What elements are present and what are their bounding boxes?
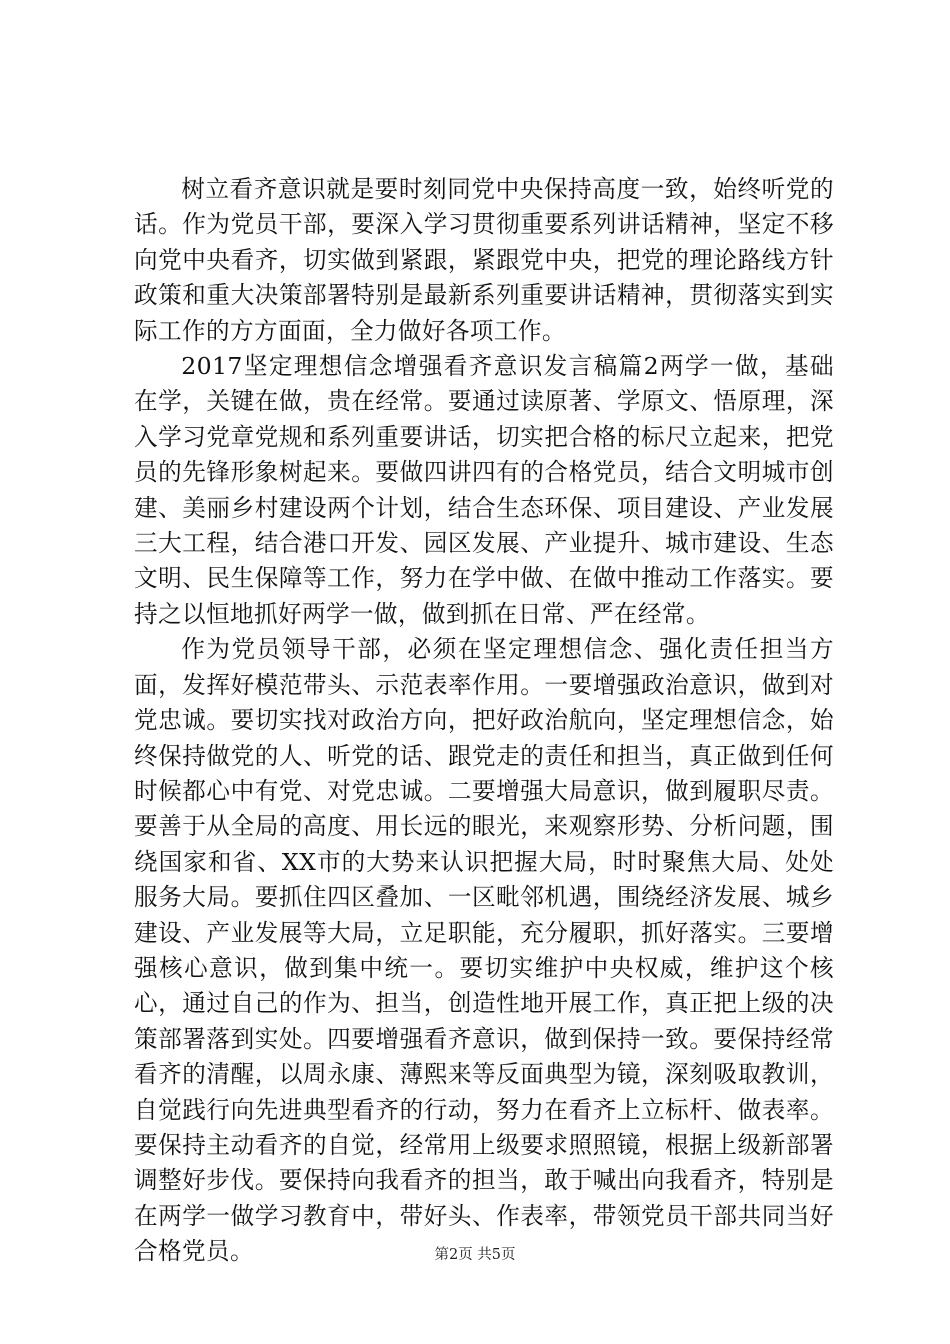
page-number-footer: 第2页 共5页 <box>434 1247 516 1263</box>
paragraph-1: 树立看齐意识就是要时刻同党中央保持高度一致，始终听党的话。作为党员干部，要深入学习贯彻重要系列讲话精神，坚定不移向党中央看齐，切实做到紧跟，紧跟党中央，把党的理论路线方针政策和重大决策部署特别是最新系列重要讲话精神，贯彻落实到实际工作的方方面面，全力做好各项工作。 <box>134 175 834 345</box>
document-body <box>134 172 834 1270</box>
paragraph-2: 2017坚定理想信念增强看齐意识发言稿篇2两学一做，基础在学，关键在做，贵在经常。要通过读原著、学原文、悟原理，深入学习党章党规和系列重要讲话，切实把合格的标尺立起来，把党员的先锋形象树起来。要做四讲四有的合格党员，结合文明城市创建、美丽乡村建设两个计划，结合生态环保、项目建设、产业发展三大工程，结合港口开发、园区发展、产业提升、城市建设、生态文明、民生保障等工作，努力在学中做、在做中推动工作落实。要持之以恒地抓好两学一做，做到抓在日常、严在经常。 <box>134 352 834 628</box>
paragraph-3: 作为党员领导干部，必须在坚定理想信念、强化责任担当方面，发挥好模范带头、示范表率作用。一要增强政治意识，做到对党忠诚。要切实找对政治方向，把好政治航向，坚定理想信念，始终保持做党的人、听党的话、跟党走的责任和担当，真正做到任何时候都心中有党、对党忠诚。二要增强大局意识，做到履职尽责。要善于从全局的高度、用长远的眼光，来观察形势、分析问题，围绕国家和省、XX市的大势来认识把握大局，时时聚焦大局、处处服务大局。要抓住四区叠加、一区毗邻机遇，围绕经济发展、城乡建设、产业发展等大局，立足职能，充分履职，抓好落实。三要增强核心意识，做到集中统一。要切实维护中央权威，维护这个核心，通过自己的作为、担当，创造性地开展工作，真正把上级的决策部署落到实处。四要增强看齐意识，做到保持一致。要保持经常看齐的清醒，以周永康、薄熙来等反面典型为镜，深刻吸取教训，自觉践行向先进典型看齐的行动，努力在看齐上立标杆、做表率。要保持主动看齐的自觉，经常用上级要求照照镜，根据上级新部署调整好步伐。要保持向我看齐的担当，敢于喊出向我看齐，特别是在两学一做学习教育中，带好头、作表率，带领党员干部共同当好合格党员。 <box>134 635 834 1266</box>
